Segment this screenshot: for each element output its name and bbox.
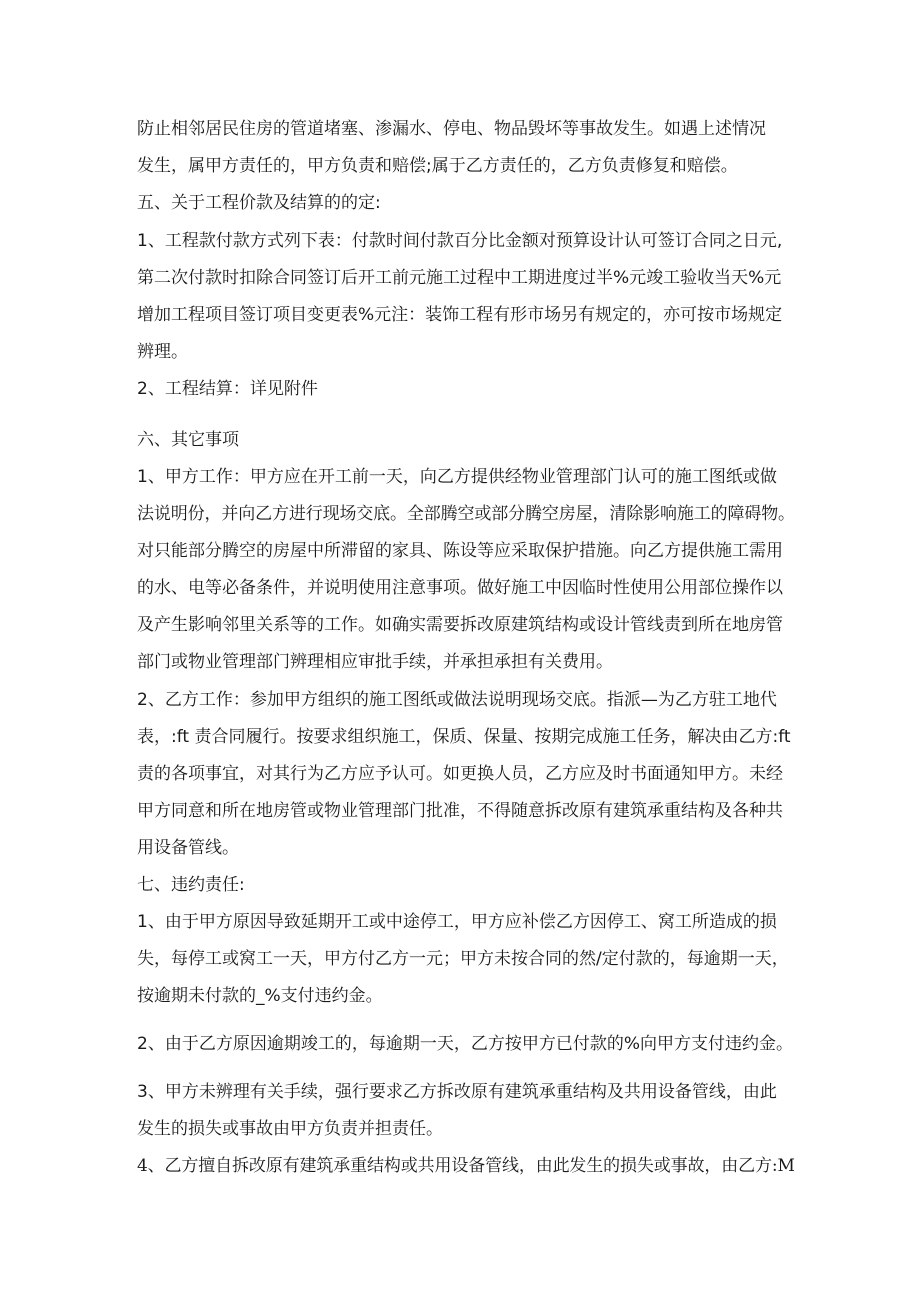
paragraph-line: 发生，属甲方责任的，甲方负责和赔偿;属于乙方责任的，乙方负责修复和赔偿。 xyxy=(137,156,738,176)
paragraph-line: 用设备管线。 xyxy=(137,838,239,858)
paragraph-line: 1、甲方工作：甲方应在开工前一天，向乙方提供经物业管理部门认可的施工图纸或做 xyxy=(137,467,777,487)
paragraph-line: 失，每停工或窝工一天，甲方付乙方一元；甲方未按合同的然/定付款的，每逾期一天， xyxy=(137,949,789,969)
paragraph-line: 2、乙方工作：参加甲方组织的施工图纸或做法说明现场交底。指派—为乙方驻工地代 xyxy=(137,690,777,710)
paragraph-line: 的水、电等必备条件，并说明使用注意事项。做好施工中因临时性使用公用部位操作以 xyxy=(137,578,783,598)
paragraph-line: 部门或物业管理部门辨理相应审批手续，并承担承担有关费用。 xyxy=(137,652,613,672)
paragraph-line: 及产生影响邻里关系等的工作。如确实需要拆改原建筑结构或设计管线责到所在地房管 xyxy=(137,615,783,635)
paragraph-line: 1、工程款付款方式列下表：付款时间付款百分比金额对预算设计认可签订合同之日元, xyxy=(137,231,783,251)
paragraph-line: 4、乙方擅自拆改原有建筑承重结构或共用设备管线，由此发生的损失或事故，由乙方:M xyxy=(137,1156,795,1176)
paragraph-line: 第二次付款时扣除合同签订后开工前元施工过程中工期进度过半%元竣工验收当天%元 xyxy=(137,268,782,288)
paragraph-line: 责的各项事宜，对其行为乙方应予认可。如更换人员，乙方应及时书面通知甲方。未经 xyxy=(137,764,783,784)
paragraph-line: 法说明份，并向乙方进行现场交底。全部腾空或部分腾空房屋，清除影响施工的障碍物。 xyxy=(137,504,795,524)
section-heading: 五、关于工程价款及结算的的定: xyxy=(137,193,381,213)
paragraph-line: 发生的损失或事故由甲方负责并担责任。 xyxy=(137,1119,443,1139)
paragraph-line: 对只能部分腾空的房屋中所滞留的家具、陈设等应采取保护措施。向乙方提供施工需用 xyxy=(137,541,783,561)
paragraph-line: 甲方同意和所在地房管或物业管理部门批准，不得随意拆改原有建筑承重结构及各种共 xyxy=(137,801,783,821)
paragraph-line: 1、由于甲方原因导致延期开工或中途停工，甲方应补偿乙方因停工、窝工所造成的损 xyxy=(137,912,777,932)
paragraph-line: 3、甲方未辨理有关手续，强行要求乙方拆改原有建筑承重结构及共用设备管线，由此 xyxy=(137,1082,777,1102)
paragraph-line: 增加工程项目签订项目变更表%元注：装饰工程有形市场另有规定的，亦可按市场规定 xyxy=(137,305,783,325)
paragraph-line: 防止相邻居民住房的管道堵塞、渗漏水、停电、物品毁坏等事故发生。如遇上述情况 xyxy=(137,119,766,139)
paragraph-line: 2、由于乙方原因逾期竣工的，每逾期一天，乙方按甲方已付款的%向甲方支付违约金。 xyxy=(137,1034,793,1054)
paragraph-line: 辨理。 xyxy=(137,342,188,362)
paragraph-line: 按逾期未付款的_%支付违约金。 xyxy=(137,986,383,1006)
section-heading: 七、违约责任: xyxy=(137,875,245,895)
section-heading: 六、其它事项 xyxy=(137,430,239,450)
paragraph-line: 表，:ft 责合同履行。按要求组织施工，保质、保量、按期完成施工任务，解决由乙方:ft xyxy=(137,727,791,747)
paragraph-line: 2、工程结算：详见附件 xyxy=(137,379,318,399)
